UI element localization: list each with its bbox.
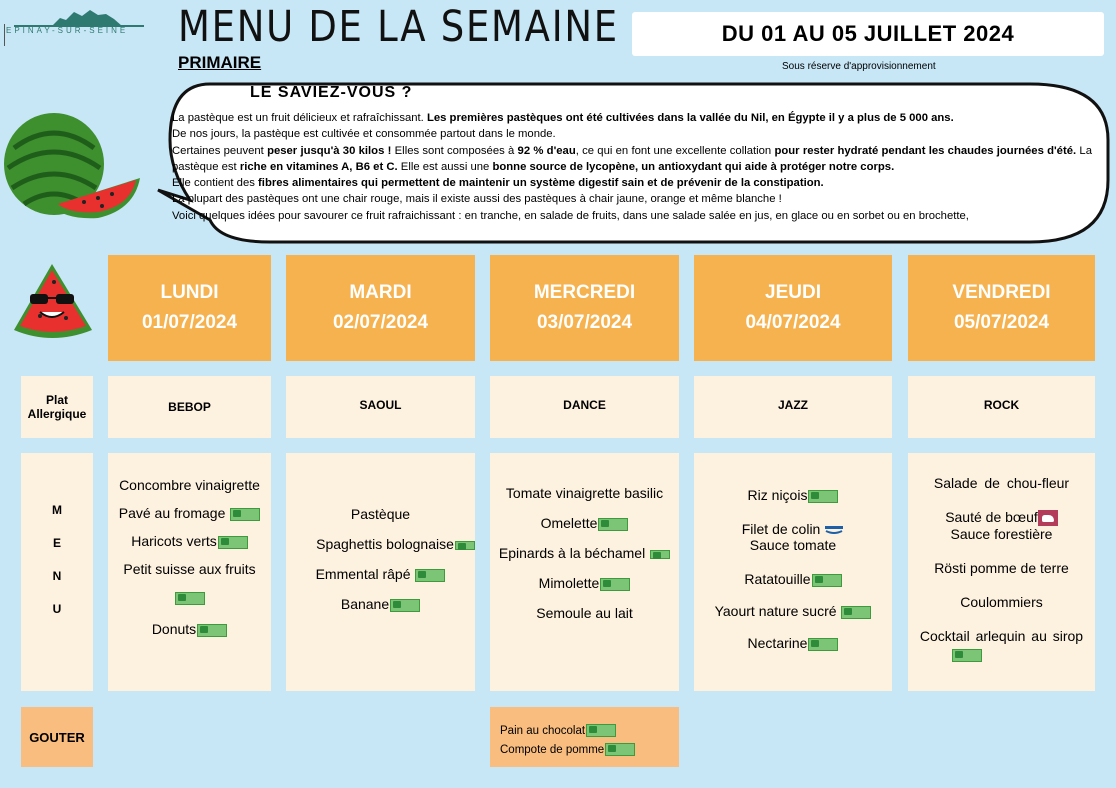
menu-item: Semoule au lait <box>536 605 633 621</box>
menu-item: Nectarine <box>748 635 839 651</box>
organic-label-icon <box>586 724 616 737</box>
day-date: 02/07/2024 <box>332 312 429 333</box>
organic-label-icon <box>230 508 260 521</box>
organic-label-icon <box>808 638 838 651</box>
logo-text: EPINAY-SUR-SEINE <box>6 26 129 35</box>
gouter-item: Compote de pomme <box>500 741 679 760</box>
info-text <box>172 110 1092 224</box>
menu-row-label: M E N U <box>21 453 93 691</box>
day-name: MARDI <box>349 282 412 303</box>
menu-item: Sauté de bœuf <box>945 509 1058 526</box>
day-header-jeudi <box>694 255 892 361</box>
menu-item-icon-row <box>951 646 982 662</box>
menu-item: Ratatouille <box>744 571 841 587</box>
menu-item: Mimolette <box>539 575 631 591</box>
day-name: MERCREDI <box>533 282 636 303</box>
date-range-box <box>632 12 1104 56</box>
day-date: 03/07/2024 <box>536 312 633 333</box>
organic-label-icon <box>605 743 635 756</box>
watermelon-slice-sunglasses-icon <box>10 262 96 342</box>
menu-item-icon-row <box>174 589 205 605</box>
msc-fish-label-icon <box>824 525 844 535</box>
info-title: LE SAVIEZ-VOUS ? <box>250 84 413 101</box>
organic-label-icon <box>390 599 420 612</box>
menu-item: Sauce tomate <box>749 537 837 553</box>
french-beef-label-icon <box>1038 510 1058 526</box>
day-name: JEUDI <box>765 282 821 303</box>
menu-item: Rösti pomme de terre <box>934 560 1069 577</box>
day-header-lundi <box>108 255 271 361</box>
city-skyline-logo <box>4 6 154 40</box>
day-header-mercredi <box>490 255 679 361</box>
allergen-dish-mercredi: DANCE <box>490 376 679 438</box>
menu-item: Coulommiers <box>960 594 1043 611</box>
page-subtitle: PRIMAIRE <box>178 53 262 72</box>
menu-item: Banane <box>341 596 420 612</box>
gouter-mercredi <box>490 707 679 767</box>
organic-label-icon <box>598 518 628 531</box>
allergen-dish-lundi: BEBOP <box>108 376 271 438</box>
allergen-dish-jeudi: JAZZ <box>694 376 892 438</box>
menu-item: Yaourt nature sucré <box>715 603 872 619</box>
menu-item: Epinards à la béchamel <box>499 545 670 561</box>
info-line: De nos jours, la pastèque est cultivée et consommée partout dans le monde. <box>172 128 556 141</box>
organic-label-icon <box>952 649 982 662</box>
skyline-icon <box>4 6 154 28</box>
organic-label-icon <box>812 574 842 587</box>
date-range: DU 01 AU 05 JUILLET 2024 <box>721 21 1015 46</box>
menu-mercredi <box>490 453 679 691</box>
day-name: LUNDI <box>160 282 219 303</box>
day-name: VENDREDI <box>952 282 1051 303</box>
menu-item: Haricots verts <box>131 533 248 549</box>
menu-item: Riz niçois <box>748 487 839 503</box>
menu-item: Salade de chou-fleur <box>933 475 1070 491</box>
info-line: Voici quelques idées pour savourer ce fruit rafraichissant : en tranche, en salade de fruits, dans une salade salée en jus, en glace ou en sorbet ou en brochette, <box>172 209 969 222</box>
organic-label-icon <box>218 536 248 549</box>
organic-label-icon <box>650 550 670 559</box>
allergen-dish-vendredi: ROCK <box>908 376 1095 438</box>
organic-label-icon <box>197 624 227 637</box>
info-line: Certaines peuvent peser jusqu'à 30 kilos ! Elles sont composées à 92 % d'eau, ce qui en font une excellente collation pour rester hydraté pendant les chaudes journées d'été. La pastèque est riche en vitamines A, B6 et C. Elle est aussi une bonne source de lycopène, un antioxydant qui aide à protéger notre corps. <box>172 144 1092 173</box>
menu-item: Emmental râpé <box>316 566 446 582</box>
allergen-dish-mardi: SAOUL <box>286 376 475 438</box>
menu-lundi <box>108 453 271 691</box>
organic-label-icon <box>841 606 871 619</box>
allergen-row-label: Plat Allergique <box>21 376 93 438</box>
menu-item: Cocktail arlequin au sirop <box>919 628 1084 645</box>
watermelon-illustration <box>2 108 144 220</box>
menu-mardi <box>286 453 475 691</box>
gouter-item: Pain au chocolat <box>500 722 679 741</box>
menu-vendredi <box>908 453 1095 691</box>
organic-label-icon <box>455 541 475 550</box>
menu-item: Sauce forestière <box>950 526 1053 543</box>
menu-item: Omelette <box>541 515 629 531</box>
menu-item: Concombre vinaigrette <box>119 477 260 493</box>
organic-label-icon <box>415 569 445 582</box>
organic-label-icon <box>808 490 838 503</box>
menu-jeudi <box>694 453 892 691</box>
day-date: 04/07/2024 <box>745 312 841 333</box>
day-header-mardi <box>286 255 475 361</box>
logo-divider <box>4 24 5 46</box>
menu-item: Pavé au fromage <box>119 505 261 521</box>
page-title: MENU DE LA SEMAINE <box>178 2 619 52</box>
day-date: 05/07/2024 <box>953 312 1050 333</box>
info-line: Elle contient des fibres alimentaires qui permettent de maintenir un système digestif sain et de prévenir de la constipation. <box>172 177 824 190</box>
menu-item: Spaghettis bolognaise <box>286 536 475 552</box>
organic-label-icon <box>175 592 205 605</box>
info-line: La plupart des pastèques ont une chair rouge, mais il existe aussi des pastèques à chair jaune, orange et même blanche ! <box>172 193 782 206</box>
menu-item: Filet de colin <box>742 521 844 537</box>
organic-label-icon <box>600 578 630 591</box>
info-line: La pastèque est un fruit délicieux et rafraîchissant. Les premières pastèques ont été cultivées dans la vallée du Nil, en Égypte il y a plus de 5 000 ans. <box>172 112 954 124</box>
gouter-label: GOUTER <box>21 707 93 767</box>
supply-disclaimer: Sous réserve d'approvisionnement <box>782 61 936 72</box>
menu-item: Tomate vinaigrette basilic <box>505 485 664 501</box>
day-date: 01/07/2024 <box>141 312 238 333</box>
day-header-vendredi <box>908 255 1095 361</box>
menu-item: Pastèque <box>350 506 411 522</box>
menu-item: Petit suisse aux fruits <box>123 561 256 577</box>
menu-item: Donuts <box>152 621 227 637</box>
